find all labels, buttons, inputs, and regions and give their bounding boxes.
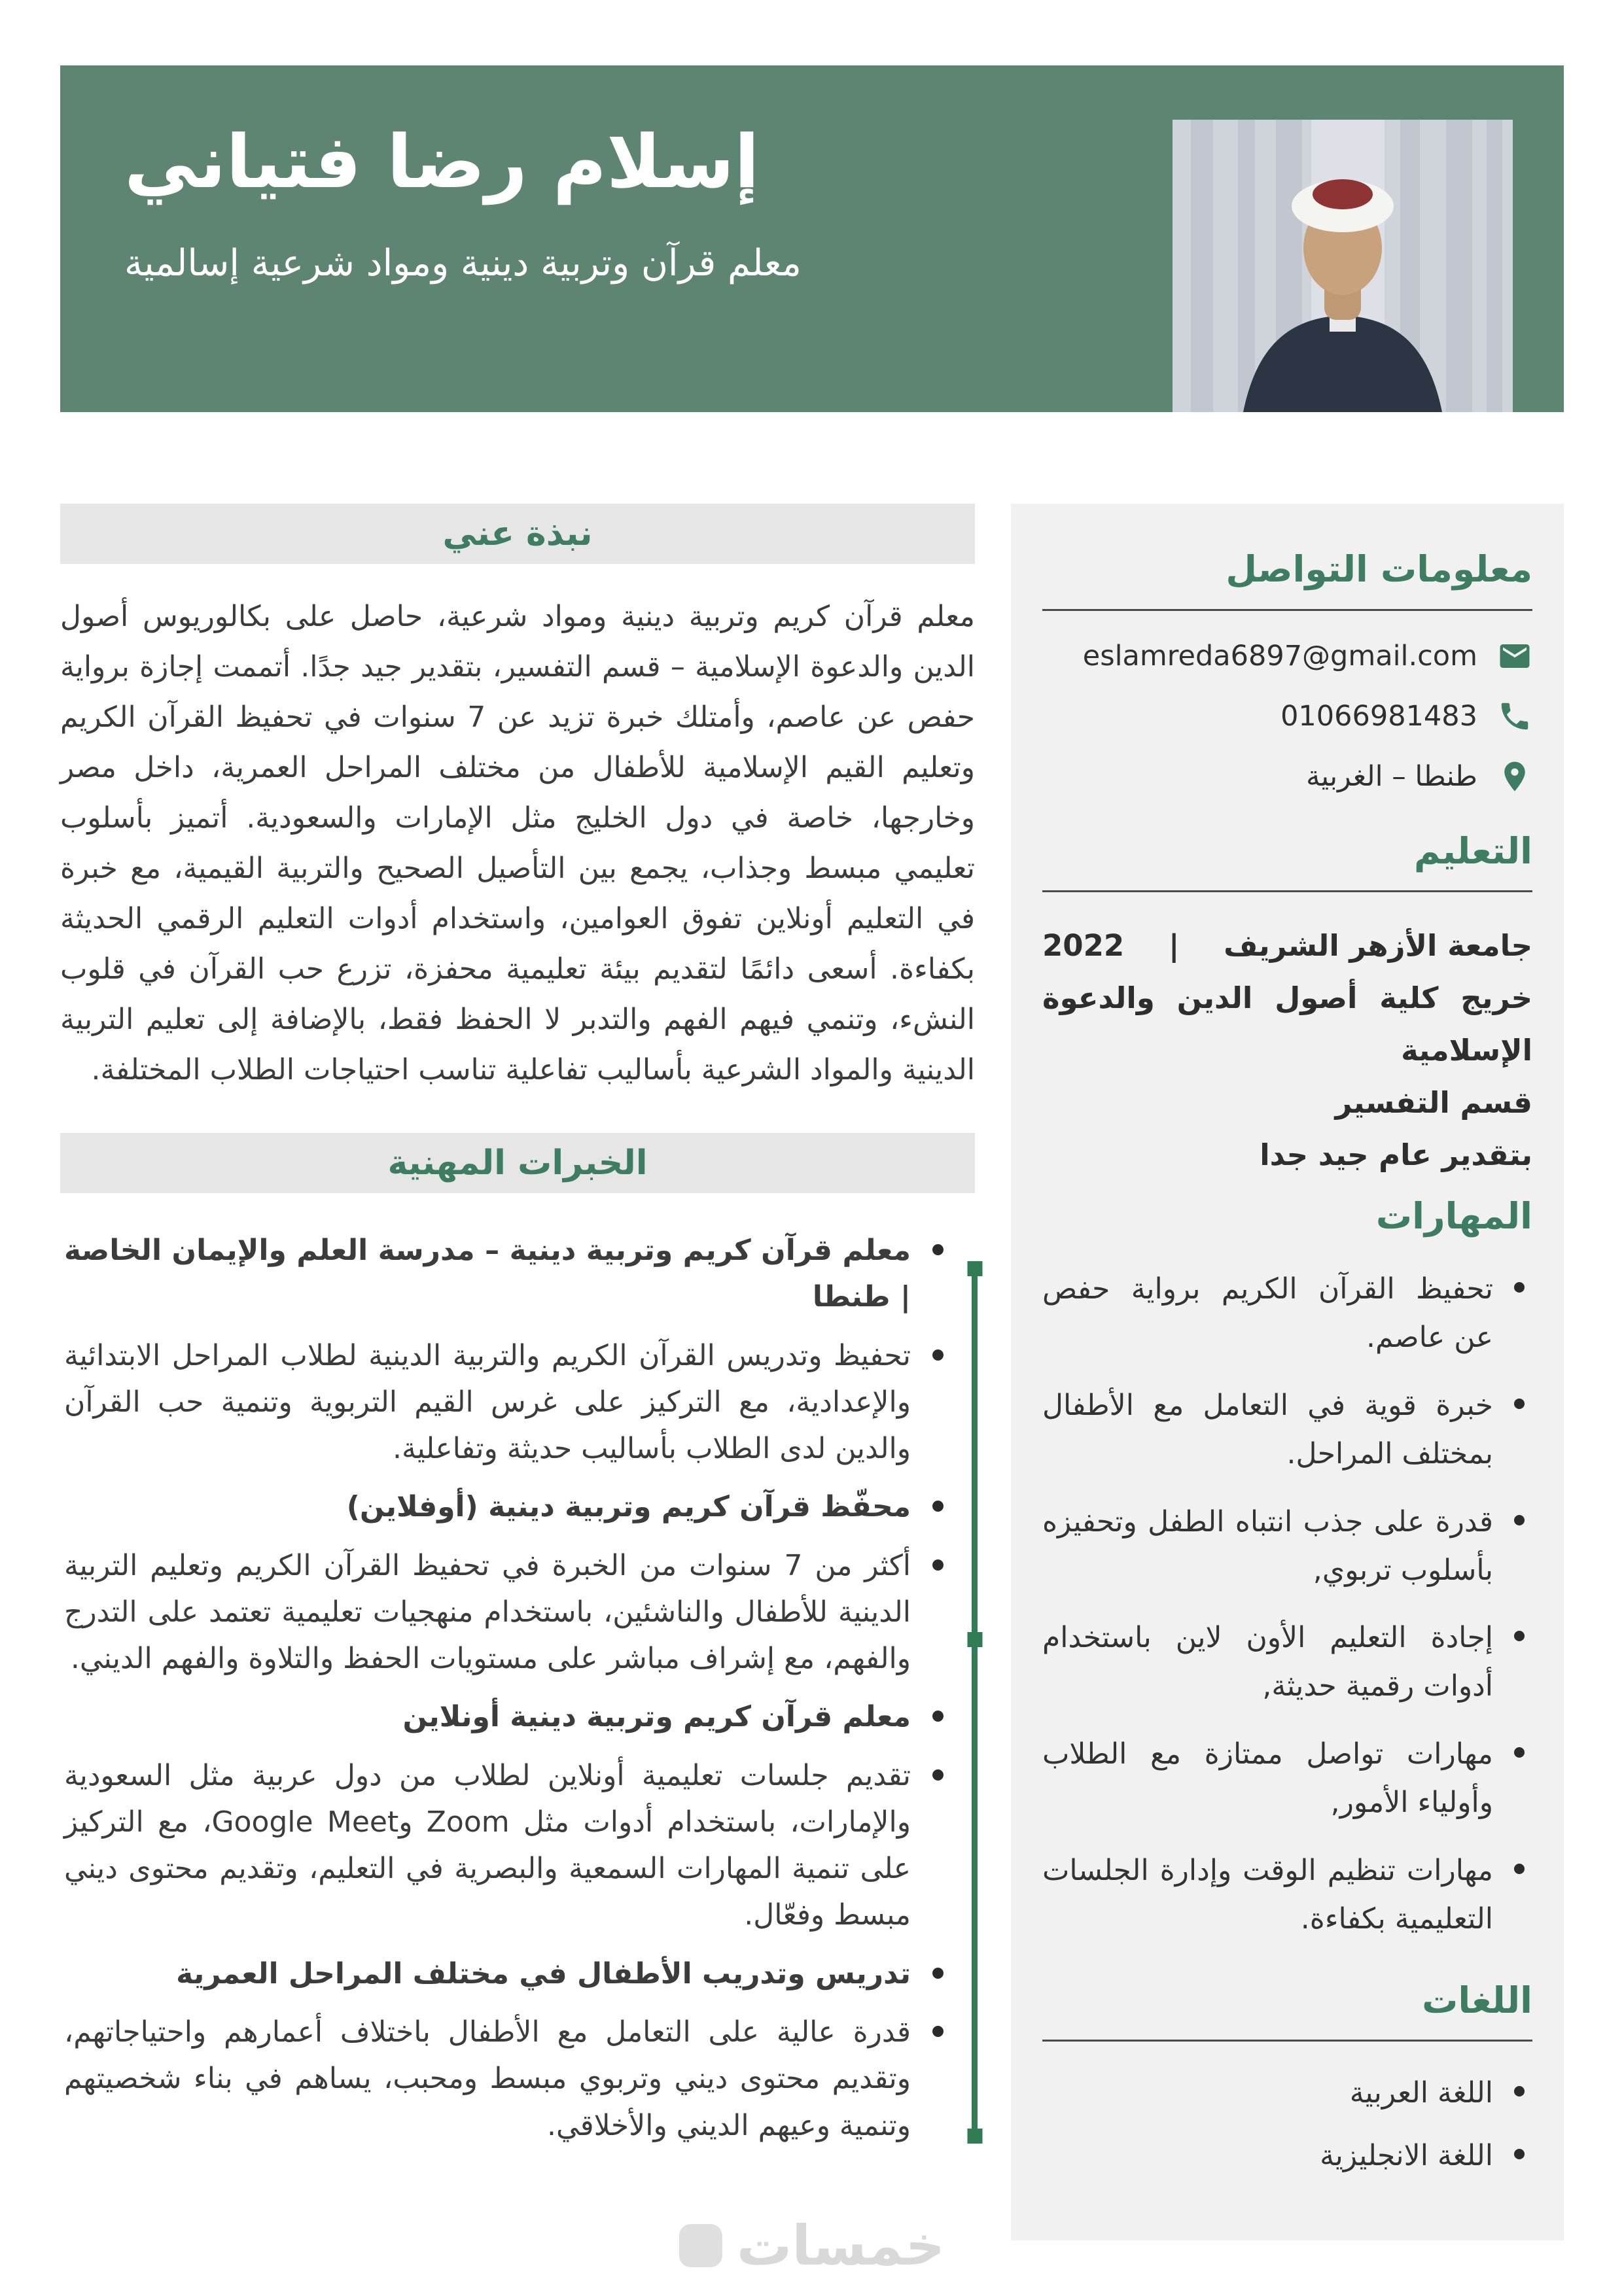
experience-list	[64, 1227, 975, 2149]
experience-heading: الخبرات المهنية	[387, 1143, 648, 1183]
profile-photo-illustration	[1173, 120, 1513, 412]
main-column	[60, 504, 975, 2240]
education-line: بتقدير عام جيد جدا	[1260, 1138, 1532, 1173]
education-section	[1042, 828, 1532, 1182]
phone-row	[1042, 699, 1532, 734]
skill-item: خبرة قوية في التعامل مع الأطفال بمختلف المراحل.	[1042, 1382, 1532, 1478]
experience-item-description: تقديم جلسات تعليمية أونلاين لطلاب من دول عربية مثل السعودية والإمارات، باستخدام أدوات مثل Zoom وGoogle Meet، مع التركيز على تنمية المهارات السمعية والبصرية في التعليم، وتقديم محتوى ديني مبسط وفعّال.	[64, 1752, 949, 1939]
languages-section	[1042, 1977, 1532, 2180]
experience-section	[60, 1227, 975, 2149]
content-columns	[60, 504, 1564, 2240]
contact-section	[1042, 546, 1532, 794]
experience-section-header	[60, 1133, 975, 1193]
experience-item-description: تحفيظ وتدريس القرآن الكريم والتربية الدينية لطلاب المراحل الابتدائية والإعدادية، مع التركيز على غرس القيم التربوية وتنمية حب القرآن والدين لدى الطلاب بأساليب حديثة وتفاعلية.	[64, 1332, 949, 1472]
experience-item-description: أكثر من 7 سنوات من الخبرة في تحفيظ القرآن الكريم وتعليم التربية الدينية للأطفال والناشئين، باستخدام منهجيات تعليمية تعتمد على التدرج والفهم، مع إشراف مباشر على مستويات الحفظ والتلاوة والفهم الديني.	[64, 1542, 949, 1682]
contact-heading-divider	[1042, 609, 1532, 611]
email-value: eslamreda6897@gmail.com	[1082, 639, 1477, 672]
education-details	[1042, 920, 1532, 1181]
language-item: اللغة الانجليزية	[1042, 2132, 1532, 2180]
university-separator: |	[1168, 928, 1180, 963]
watermark-text: خمسات	[736, 2214, 945, 2278]
contact-heading: معلومات التواصل	[1226, 548, 1532, 590]
header-text-block	[124, 116, 802, 289]
university-line	[1042, 920, 1532, 972]
education-line: قسم التفسير	[1335, 1085, 1532, 1121]
languages-heading-divider	[1042, 2040, 1532, 2042]
skill-item: مهارات تواصل ممتازة مع الطلاب وأولياء الأمور,	[1042, 1730, 1532, 1827]
experience-item-title: محفّظ قرآن كريم وتربية دينية (أوفلاين)	[64, 1484, 949, 1530]
experience-item-title: تدريس وتدريب الأطفال في مختلف المراحل العمرية	[64, 1951, 949, 1997]
experience-item-description: قدرة عالية على التعامل مع الأطفال باختلاف أعمارهم واحتياجاتهم، وتقديم محتوى ديني وتربوي مبسط ومحبب، يساهم في بناء شخصيتهم وتنمية وعيهم الديني والأخلاقي.	[64, 2009, 949, 2149]
skill-item: قدرة على جذب انتباه الطفل وتحفيزه بأسلوب تربوي,	[1042, 1498, 1532, 1595]
education-heading: التعليم	[1413, 829, 1532, 872]
languages-heading: اللغات	[1422, 1979, 1532, 2021]
about-section-header	[60, 504, 975, 564]
skill-item: تحفيظ القرآن الكريم برواية حفص عن عاصم.	[1042, 1265, 1532, 1362]
languages-list	[1042, 2069, 1532, 2180]
location-value: طنطا – الغربية	[1306, 759, 1477, 793]
location-pin-icon	[1497, 759, 1532, 794]
header-banner	[60, 65, 1564, 412]
experience-item-title: معلم قرآن كريم وتربية دينية أونلاين	[64, 1694, 949, 1740]
skills-heading: المهارات	[1375, 1195, 1532, 1238]
education-line: خريج كلية أصول الدين والدعوة الإسلامية	[1042, 981, 1532, 1068]
university-name: جامعة الأزهر الشريف	[1224, 928, 1532, 963]
person-name: إسلام رضا فتياني	[124, 120, 760, 205]
language-item: اللغة العربية	[1042, 2069, 1532, 2117]
profile-photo	[1173, 120, 1513, 412]
skill-item: إجادة التعليم الأون لاين باستخدام أدوات رقمية حديثة,	[1042, 1614, 1532, 1711]
khamsat-watermark	[679, 2214, 945, 2278]
education-heading-divider	[1042, 890, 1532, 892]
experience-item-title: معلم قرآن كريم وتربية دينية – مدرسة العلم والإيمان الخاصة | طنطا	[64, 1227, 949, 1321]
envelope-icon	[1497, 638, 1532, 674]
skills-section	[1042, 1193, 1532, 1943]
location-row	[1042, 759, 1532, 794]
sidebar	[1011, 504, 1564, 2240]
email-row	[1042, 638, 1532, 674]
about-heading: نبذة عني	[442, 514, 593, 553]
skill-item: مهارات تنظيم الوقت وإدارة الجلسات التعليمية بكفاءة.	[1042, 1847, 1532, 1943]
job-title: معلم قرآن وتربية دينية ومواد شرعية إسالمية	[124, 242, 802, 285]
phone-icon	[1497, 699, 1532, 734]
about-text: معلم قرآن كريم وتربية دينية ومواد شرعية، حاصل على بكالوريوس أصول الدين والدعوة الإسلامية – قسم التفسير، بتقدير جيد جدًا. أتممت إجازة برواية حفص عن عاصم، وأمتلك خبرة تزيد عن 7 سنوات في تحفيظ القرآن الكريم وتعليم القيم الإسلامية للأطفال من مختلف المراحل العمرية، داخل مصر وخارجها، خاصة في دول الخليج مثل الإمارات والسعودية. أتميز بأسلوب تعليمي مبسط وجذاب، يجمع بين التأصيل الصحيح والتربية القيمية، مع خبرة في التعليم أونلاين تفوق العوامين، واستخدام أدوات التعليم الرقمي الحديثة بكفاءة. أسعى دائمًا لتقديم بيئة تعليمية محفزة، تزرع حب القرآن في قلوب النشء، وتنمي فيهم الفهم والتدبر لا الحفظ فقط، بالإضافة إلى تعليم التربية الدينية والمواد الشرعية بأساليب تفاعلية تناسب احتياجات الطلاب المختلفة.	[60, 600, 975, 1087]
graduation-year: 2022	[1042, 928, 1125, 963]
skills-list	[1042, 1265, 1532, 1943]
timeline-line	[972, 1265, 978, 2140]
timeline-marker	[967, 1632, 982, 1647]
khamsat-logo-icon	[679, 2224, 722, 2267]
phone-value: 01066981483	[1280, 699, 1477, 733]
